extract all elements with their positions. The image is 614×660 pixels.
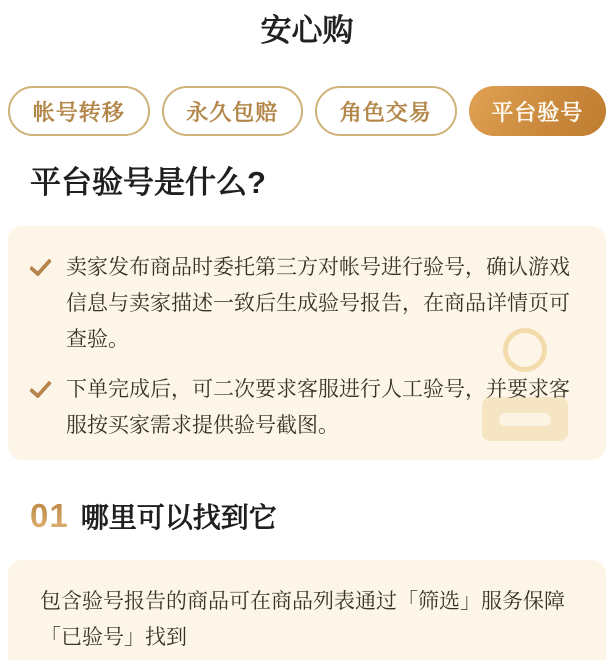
bullet-item xyxy=(30,250,588,358)
tab-label: 平台验号 xyxy=(491,99,584,125)
bullet-text: 下单完成后，可二次要求客服进行人工验号，并要求客服按买家需求提供验号截图。 xyxy=(66,378,570,437)
tab-permanent-compensation[interactable] xyxy=(162,86,304,136)
tab-platform-verification[interactable] xyxy=(469,86,607,136)
check-icon xyxy=(30,372,66,444)
tab-label: 角色交易 xyxy=(339,99,432,125)
tab-label: 帐号转移 xyxy=(32,99,125,125)
tab-account-transfer[interactable] xyxy=(8,86,150,136)
guarantee-tabs xyxy=(8,86,606,136)
bullet-text: 卖家发布商品时委托第三方对帐号进行验号，确认游戏信息与卖家描述一致后生成验号报告，在商品详情页可查验。 xyxy=(66,256,570,351)
section-number: 01 xyxy=(30,497,69,534)
tab-label: 永久包赔 xyxy=(186,99,279,125)
bullet-item xyxy=(30,372,588,444)
find-section-title: 哪里可以找到它 xyxy=(80,502,277,533)
check-icon xyxy=(30,250,66,358)
find-note-text: 包含验号报告的商品可在商品列表通过「筛选」服务保障「已验号」找到 xyxy=(40,590,565,649)
find-note-box xyxy=(8,560,606,660)
what-is-heading: 平台验号是什么? xyxy=(30,165,266,200)
find-section-header xyxy=(30,496,614,536)
tab-character-trade[interactable] xyxy=(315,86,457,136)
verification-info-box xyxy=(8,226,606,460)
page-title: 安心购 xyxy=(260,13,354,48)
